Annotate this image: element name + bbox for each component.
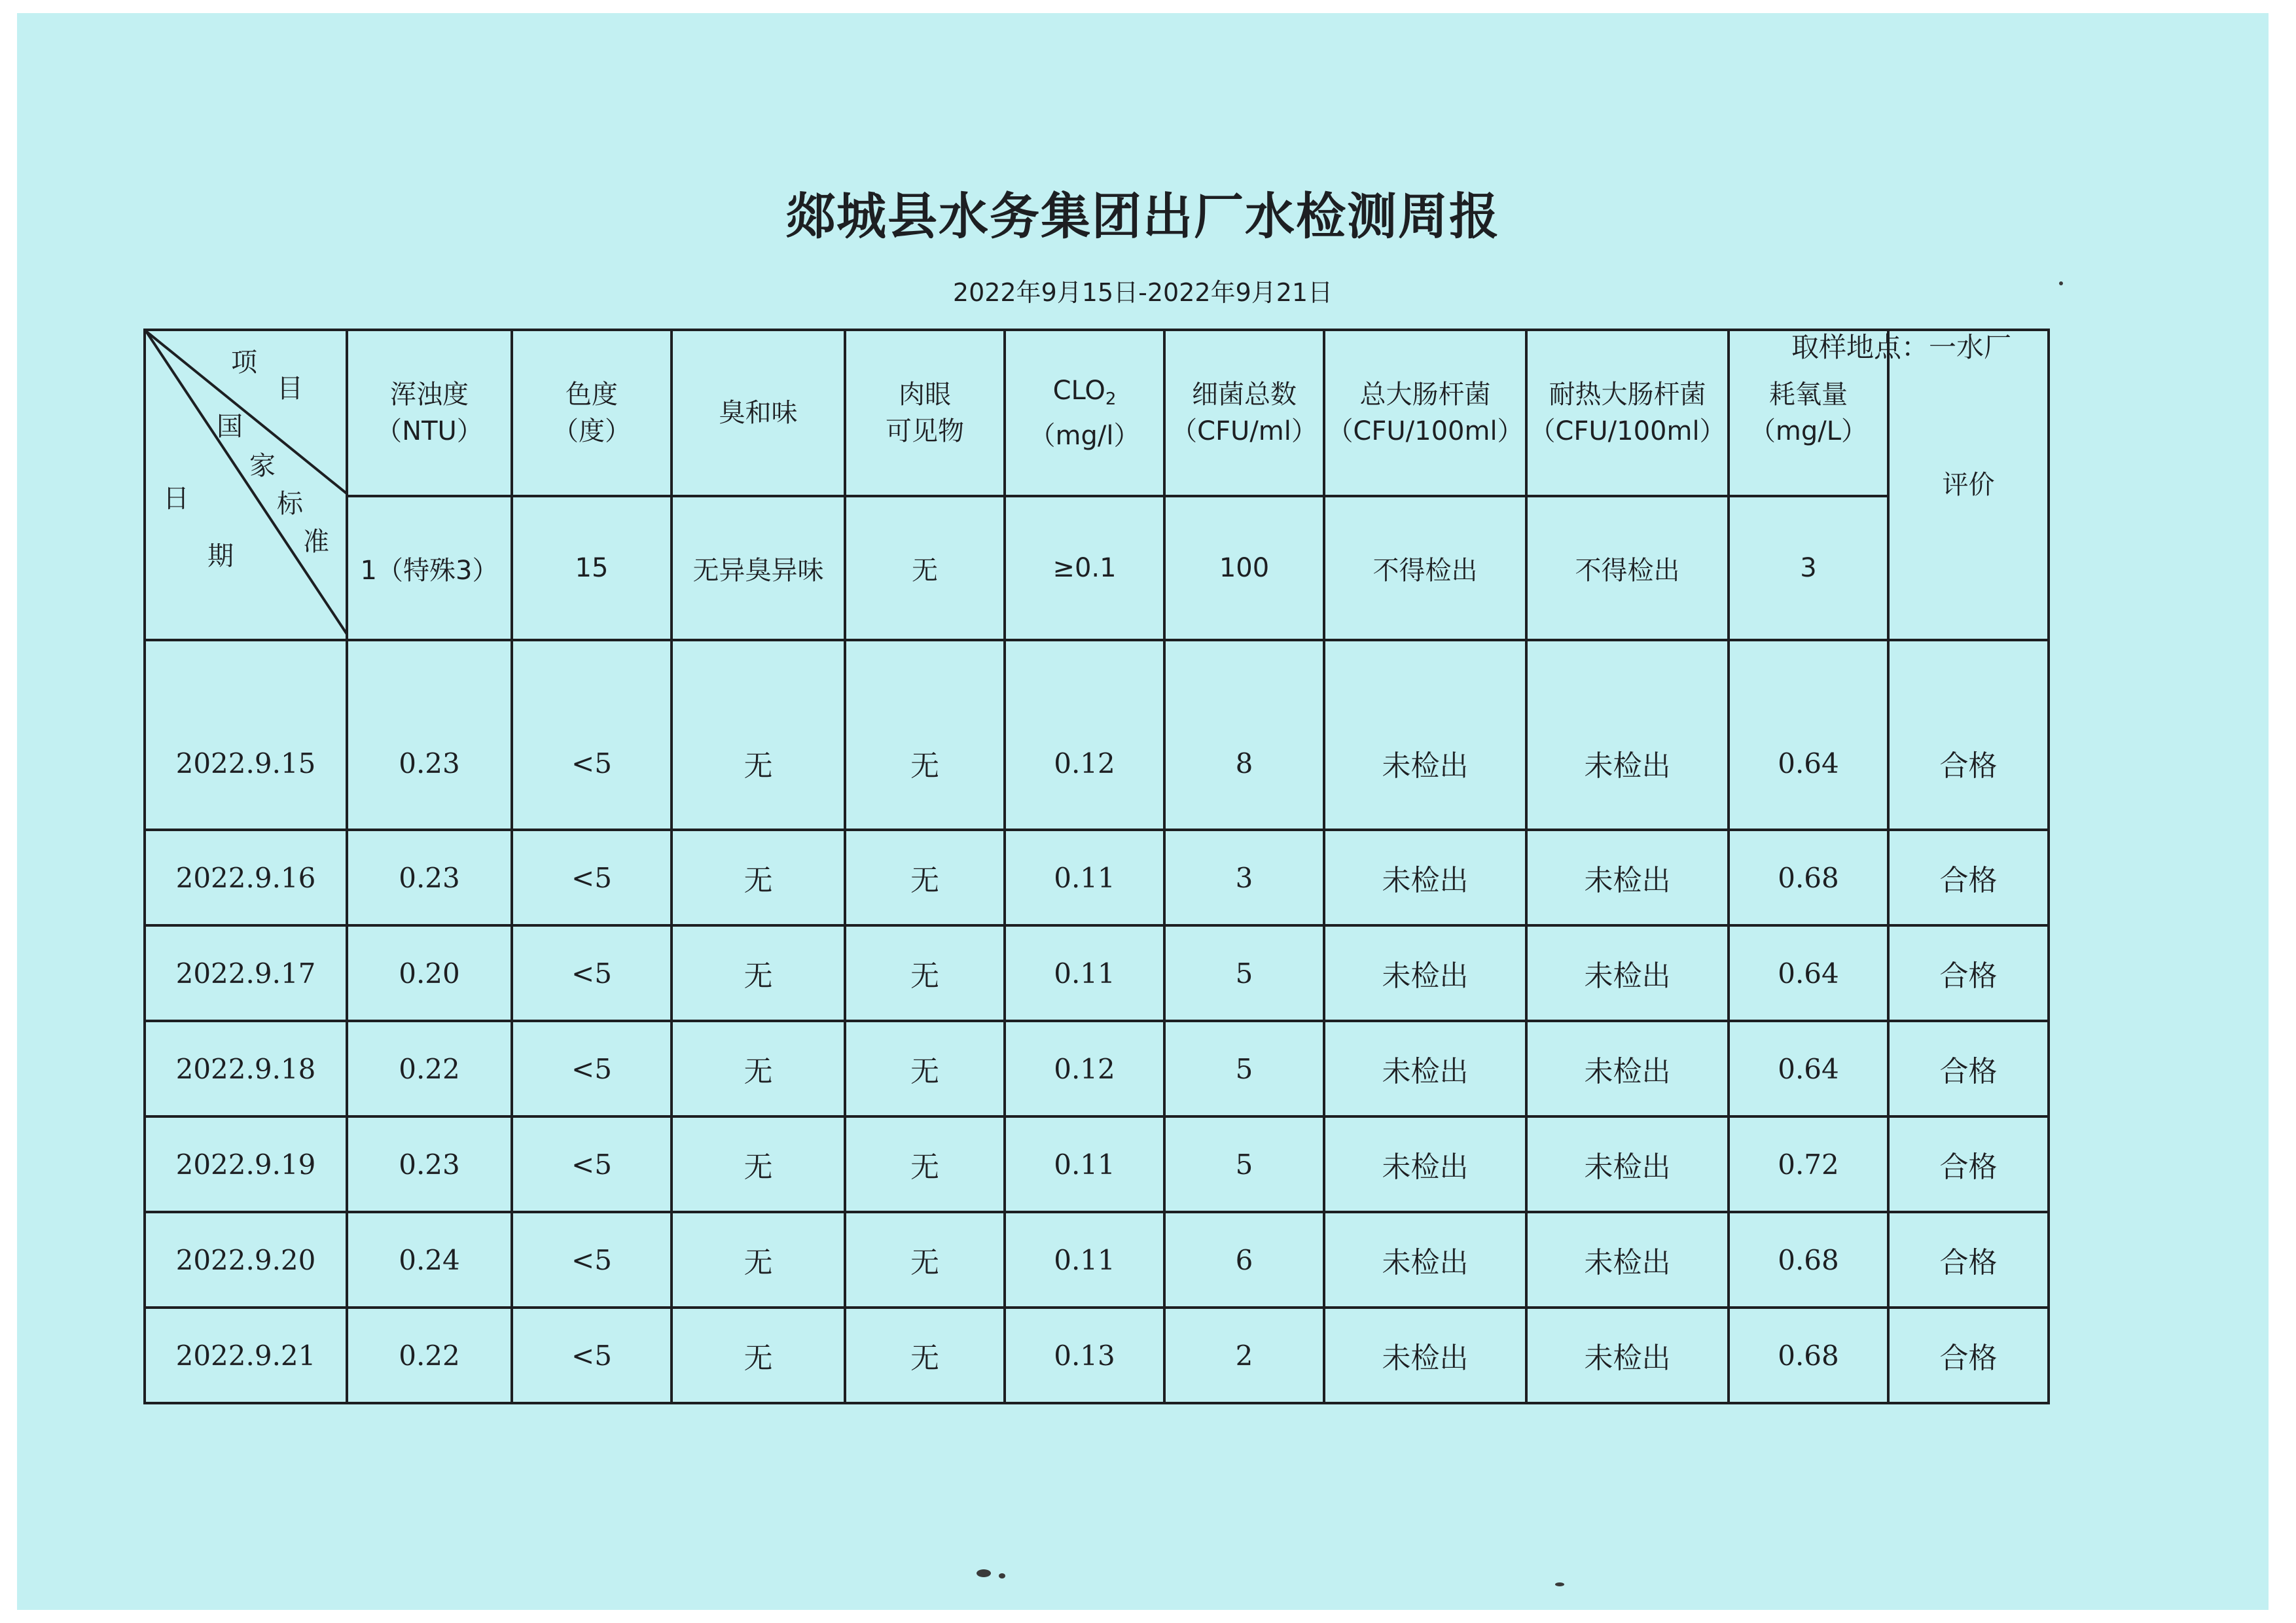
header-total-coliform: 总大肠杆菌 （CFU/100ml） (1324, 330, 1526, 496)
header-oxygen-consumption: 耗氧量 （mg/L） (1729, 330, 1888, 496)
table-row (145, 1308, 2049, 1403)
standard-total-coliform: 不得检出 (1324, 496, 1526, 640)
header-visible-matter: 肉眼 可见物 (845, 330, 1005, 496)
scan-speck (999, 1573, 1005, 1578)
cell-evaluation: 合格 (1888, 1212, 2049, 1308)
standard-visible-matter: 无 (845, 496, 1005, 640)
cell-visible-matter: 无 (845, 830, 1005, 925)
standard-thermo-coliform: 不得检出 (1526, 496, 1729, 640)
cell-turbidity: 0.23 (347, 640, 512, 830)
corner-label-std-3: 标 (277, 489, 303, 519)
standard-bacteria: 100 (1164, 496, 1324, 640)
cell-evaluation: 合格 (1888, 640, 2049, 830)
cell-date: 2022.9.19 (145, 1116, 347, 1212)
cell-thermo-coliform: 未检出 (1526, 830, 1729, 925)
standard-turbidity: 1（特殊3） (347, 496, 512, 640)
cell-date: 2022.9.16 (145, 830, 347, 925)
cell-turbidity: 0.24 (347, 1212, 512, 1308)
cell-color: <5 (512, 1116, 672, 1212)
standard-color: 15 (512, 496, 672, 640)
cell-visible-matter: 无 (845, 640, 1005, 830)
standard-oxygen-consumption: 3 (1729, 496, 1888, 640)
cell-thermo-coliform: 未检出 (1526, 1308, 1729, 1403)
header-turbidity: 浑浊度 （NTU） (347, 330, 512, 496)
cell-oxygen-consumption: 0.72 (1729, 1116, 1888, 1212)
cell-bacteria: 2 (1164, 1308, 1324, 1403)
cell-turbidity: 0.23 (347, 1116, 512, 1212)
cell-thermo-coliform: 未检出 (1526, 640, 1729, 830)
scan-speck (2059, 281, 2063, 285)
cell-total-coliform: 未检出 (1324, 925, 1526, 1021)
cell-total-coliform: 未检出 (1324, 1021, 1526, 1116)
table-row (145, 830, 2049, 925)
cell-total-coliform: 未检出 (1324, 1308, 1526, 1403)
cell-total-coliform: 未检出 (1324, 1116, 1526, 1212)
cell-total-coliform: 未检出 (1324, 830, 1526, 925)
cell-odor: 无 (672, 1212, 845, 1308)
cell-bacteria: 6 (1164, 1212, 1324, 1308)
water-quality-table (143, 329, 2050, 1404)
cell-oxygen-consumption: 0.68 (1729, 830, 1888, 925)
cell-date: 2022.9.15 (145, 640, 347, 830)
cell-color: <5 (512, 830, 672, 925)
header-row (145, 330, 2049, 496)
cell-bacteria: 5 (1164, 1116, 1324, 1212)
scan-speck (977, 1569, 991, 1577)
cell-evaluation: 合格 (1888, 1308, 2049, 1403)
cell-clo2: 0.11 (1005, 925, 1164, 1021)
cell-color: <5 (512, 1212, 672, 1308)
corner-label-std-2: 家 (249, 451, 276, 481)
cell-bacteria: 8 (1164, 640, 1324, 830)
cell-thermo-coliform: 未检出 (1526, 1212, 1729, 1308)
standard-row (145, 496, 2049, 640)
header-color: 色度 （度） (512, 330, 672, 496)
cell-date: 2022.9.17 (145, 925, 347, 1021)
cell-odor: 无 (672, 1308, 845, 1403)
cell-oxygen-consumption: 0.64 (1729, 925, 1888, 1021)
cell-clo2: 0.11 (1005, 830, 1164, 925)
header-clo2: $CLO_2$ （mg/l） (1005, 330, 1164, 496)
cell-oxygen-consumption: 0.64 (1729, 640, 1888, 830)
standard-odor: 无异臭异味 (672, 496, 845, 640)
table-row (145, 1212, 2049, 1308)
header-odor: 臭和味 (672, 330, 845, 496)
cell-turbidity: 0.23 (347, 830, 512, 925)
cell-odor: 无 (672, 640, 845, 830)
cell-bacteria: 5 (1164, 1021, 1324, 1116)
cell-clo2: 0.11 (1005, 1212, 1164, 1308)
sampling-site: 取样地点：一水厂 (1791, 331, 2011, 363)
header-thermo-coliform: 耐热大肠杆菌 （CFU/100ml） (1526, 330, 1729, 496)
cell-color: <5 (512, 925, 672, 1021)
cell-date: 2022.9.20 (145, 1212, 347, 1308)
cell-clo2: 0.13 (1005, 1308, 1164, 1403)
header-bacteria: 细菌总数 （CFU/ml） (1164, 330, 1324, 496)
cell-visible-matter: 无 (845, 925, 1005, 1021)
cell-clo2: 0.12 (1005, 1021, 1164, 1116)
table-row (145, 640, 2049, 830)
cell-thermo-coliform: 未检出 (1526, 1021, 1729, 1116)
header-evaluation: 评价 (1888, 330, 2049, 640)
corner-header-cell (145, 330, 347, 640)
cell-visible-matter: 无 (845, 1308, 1005, 1403)
cell-evaluation: 合格 (1888, 925, 2049, 1021)
cell-turbidity: 0.20 (347, 925, 512, 1021)
cell-evaluation: 合格 (1888, 1116, 2049, 1212)
cell-bacteria: 5 (1164, 925, 1324, 1021)
report-title: 郯城县水务集团出厂水检测周报 (785, 187, 1500, 245)
cell-odor: 无 (672, 1021, 845, 1116)
cell-total-coliform: 未检出 (1324, 1212, 1526, 1308)
cell-date: 2022.9.21 (145, 1308, 347, 1403)
cell-odor: 无 (672, 830, 845, 925)
table-row (145, 1021, 2049, 1116)
scan-speck (1555, 1582, 1564, 1586)
cell-color: <5 (512, 1021, 672, 1116)
corner-label-std-1: 国 (217, 412, 243, 442)
cell-oxygen-consumption: 0.68 (1729, 1308, 1888, 1403)
cell-turbidity: 0.22 (347, 1021, 512, 1116)
cell-oxygen-consumption: 0.68 (1729, 1212, 1888, 1308)
cell-thermo-coliform: 未检出 (1526, 1116, 1729, 1212)
cell-visible-matter: 无 (845, 1212, 1005, 1308)
cell-thermo-coliform: 未检出 (1526, 925, 1729, 1021)
cell-odor: 无 (672, 1116, 845, 1212)
cell-color: <5 (512, 1308, 672, 1403)
cell-color: <5 (512, 640, 672, 830)
corner-label-std-4: 准 (303, 527, 329, 557)
cell-clo2: 0.12 (1005, 640, 1164, 830)
corner-label-item-1: 项 (231, 348, 257, 378)
cell-evaluation: 合格 (1888, 1021, 2049, 1116)
table-row (145, 925, 2049, 1021)
cell-date: 2022.9.18 (145, 1021, 347, 1116)
cell-turbidity: 0.22 (347, 1308, 512, 1403)
cell-total-coliform: 未检出 (1324, 640, 1526, 830)
scanned-sheet (17, 13, 2269, 1610)
corner-label-date-2: 期 (207, 541, 234, 571)
cell-visible-matter: 无 (845, 1021, 1005, 1116)
standard-clo2: ≥0.1 (1005, 496, 1164, 640)
cell-evaluation: 合格 (1888, 830, 2049, 925)
cell-odor: 无 (672, 925, 845, 1021)
corner-label-date-1: 日 (163, 484, 189, 514)
cell-clo2: 0.11 (1005, 1116, 1164, 1212)
corner-label-item-2: 目 (277, 374, 303, 404)
cell-bacteria: 3 (1164, 830, 1324, 925)
report-period: 2022年9月15日-2022年9月21日 (952, 278, 1333, 307)
cell-oxygen-consumption: 0.64 (1729, 1021, 1888, 1116)
cell-visible-matter: 无 (845, 1116, 1005, 1212)
table-row (145, 1116, 2049, 1212)
